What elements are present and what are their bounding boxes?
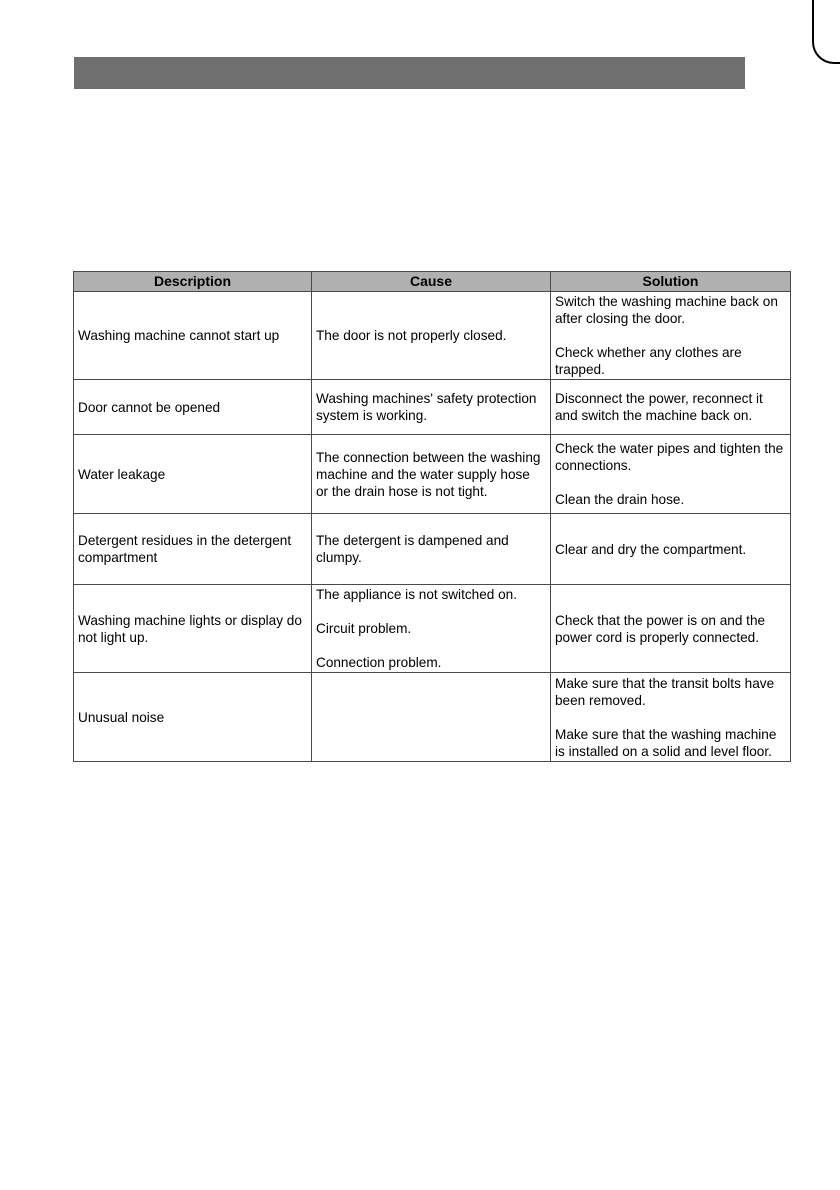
- cause-cell: [312, 435, 551, 514]
- solution-text: Disconnect the power, reconnect it and switch the machine back on.: [555, 391, 763, 423]
- description-cell: Water leakage: [74, 435, 312, 514]
- page-corner-mark: [812, 0, 840, 64]
- table-row: [74, 292, 791, 380]
- table-row: [74, 380, 791, 435]
- description-cell: Unusual noise: [74, 673, 312, 762]
- cause-text: The connection between the washing machine and the water supply hose or the drain hose is not tight.: [316, 449, 541, 499]
- cause-text: Washing machines' safety protection system is working.: [316, 391, 537, 423]
- solution-cell: [551, 514, 791, 585]
- section-header-bar: [74, 57, 745, 89]
- header-description: Description: [74, 272, 312, 292]
- solution-text: Check whether any clothes are trapped.: [555, 345, 742, 377]
- cause-text: Connection problem.: [316, 655, 442, 670]
- cause-cell: [312, 380, 551, 435]
- solution-text: Clean the drain hose.: [555, 492, 685, 507]
- cause-cell: [312, 292, 551, 380]
- cause-cell: [312, 514, 551, 585]
- cause-text: The appliance is not switched on.: [316, 587, 518, 602]
- solution-cell: [551, 380, 791, 435]
- solution-cell: [551, 435, 791, 514]
- description-cell: Washing machine cannot start up: [74, 292, 312, 380]
- table-row: [74, 673, 791, 762]
- solution-text: Check that the power is on and the power cord is properly connected.: [555, 612, 766, 645]
- table-row: [74, 514, 791, 585]
- solution-text: Clear and dry the compartment.: [555, 541, 747, 557]
- solution-cell: [551, 292, 791, 380]
- cause-text: The door is not properly closed.: [316, 328, 507, 343]
- header-cause: Cause: [312, 272, 551, 292]
- troubleshooting-table: [73, 271, 791, 762]
- header-solution: Solution: [551, 272, 791, 292]
- solution-text: Make sure that the washing machine is installed on a solid and level floor.: [555, 726, 777, 759]
- description-cell: Detergent residues in the detergent compartment: [74, 514, 312, 585]
- cause-cell: [312, 585, 551, 673]
- solution-cell: [551, 585, 791, 673]
- solution-cell: [551, 673, 791, 762]
- cause-text: Circuit problem.: [316, 621, 412, 636]
- solution-text: Check the water pipes and tighten the connections.: [555, 441, 784, 473]
- table-row: [74, 435, 791, 514]
- cause-cell: [312, 673, 551, 762]
- description-cell: Door cannot be opened: [74, 380, 312, 435]
- solution-text: Make sure that the transit bolts have been removed.: [555, 675, 775, 708]
- solution-text: Switch the washing machine back on after closing the door.: [555, 294, 778, 326]
- table-row: [74, 585, 791, 673]
- description-cell: Washing machine lights or display do not light up.: [74, 585, 312, 673]
- table-header-row: [74, 272, 791, 292]
- cause-text: The detergent is dampened and clumpy.: [316, 533, 509, 565]
